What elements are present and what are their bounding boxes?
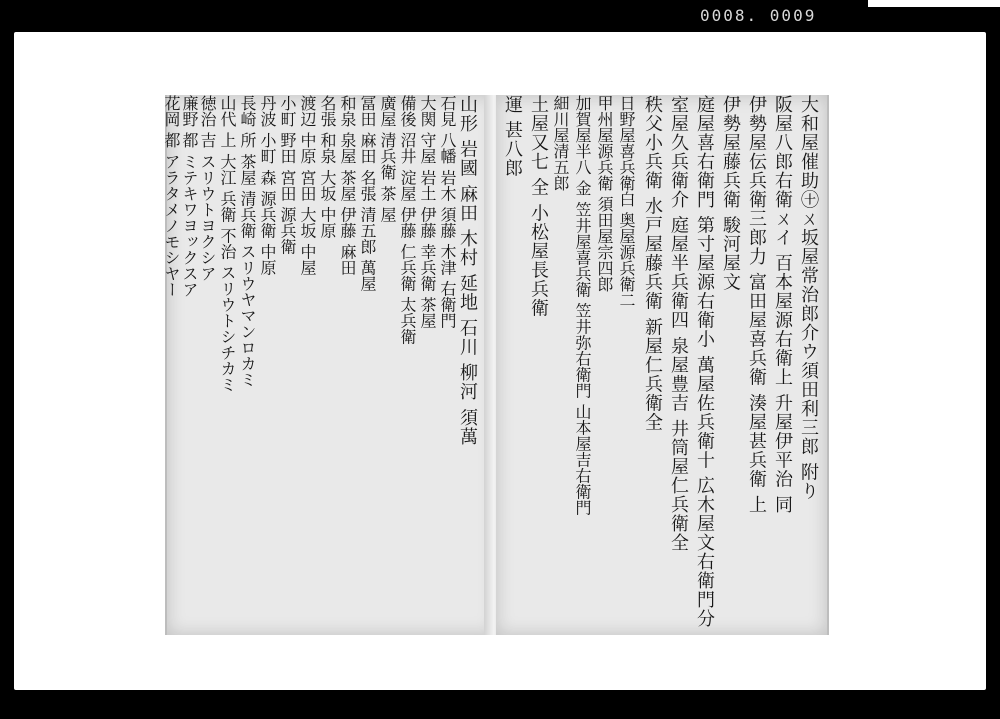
text-column: 花岡 都 アラタメノモシヤー — [162, 95, 181, 298]
text-column: 廣屋 清兵衛 茶 屋 — [378, 95, 397, 223]
text-column: 山形 岩國 麻田 木村 延地 石川 柳河 須萬 — [457, 95, 478, 447]
frame-counter: 0008. 0009 — [700, 6, 817, 25]
text-column: 冨田 麻田 名張 清五郎 萬屋 — [358, 95, 377, 292]
text-column: 日野屋喜兵衛白 奥屋源兵衛二 — [617, 95, 636, 309]
film-edge-marker — [868, 0, 1000, 7]
text-column: 長崎 所 茶屋 清兵衛 スリウヤマンロカミ — [238, 95, 257, 388]
text-column: 備後 沼井 淀屋 伊藤 仁兵衛 太兵衛 — [398, 95, 417, 345]
left-page — [162, 95, 496, 635]
text-column: 和泉 泉屋 茶屋 伊藤 麻田 — [338, 95, 357, 276]
text-column: 石見 八幡 岩木 須藤 木津 右衛門 — [438, 95, 457, 329]
text-column: 秩父小兵衛 水戸屋藤兵衛 新屋仁兵衛全 — [642, 95, 663, 432]
text-column: 廉野 都 ミテキワヨックスア — [180, 95, 199, 298]
text-column: 庭屋喜右衛門 第寸屋源右衛小 萬屋佐兵衛十 広木屋文右衛門分 — [694, 95, 715, 629]
text-column: 阪屋八郎右衛ㄨイ 百本屋源右衛上 升屋伊平治 同 — [772, 95, 793, 515]
text-column: 土屋又七 全 小松屋長兵衛 — [528, 95, 549, 318]
text-column: 大和屋催助㊉ㄨ坂屋常治郎介ウ須田利三郎 附り — [798, 95, 819, 501]
text-column: 甲州屋源兵衛 須田屋宗四郎 — [595, 95, 614, 293]
text-column: 徳治 吉 スリウトヨクシア — [198, 95, 217, 282]
text-column: 名張 和泉 大坂 中原 — [318, 95, 337, 239]
text-column: 渡辺 中原 宮田 大坂 中屋 — [298, 95, 317, 276]
text-column: 小町 野田 宮田 源兵衛 — [278, 95, 297, 255]
open-book — [162, 95, 827, 635]
right-page — [496, 95, 829, 635]
text-column: 伊勢屋藤兵衛 駿河屋文 — [720, 95, 741, 292]
text-column: 大関 守屋 岩土 伊藤 幸兵衛 茶屋 — [418, 95, 437, 329]
text-column: 加賀屋半八 金 笠井屋喜兵衛 笠井弥右衛門 山本屋吉右衛門 — [573, 95, 592, 516]
text-column: 丹波 小町 森 源兵衛 中原 — [258, 95, 277, 276]
text-column: 山代 上 大江 兵衛 不治 スリウトシチカミ — [218, 95, 237, 393]
text-column: 細川屋清五郎 — [551, 95, 570, 191]
text-column: 運 甚八郎 — [502, 95, 523, 178]
text-column: 室屋久兵衛介 庭屋半兵衛四 泉屋豊吉 井筒屋仁兵衛全 — [668, 95, 689, 553]
text-column: 伊勢屋伝兵衛三郎力 富田屋喜兵衛 湊屋甚兵衛 上 — [746, 95, 767, 515]
